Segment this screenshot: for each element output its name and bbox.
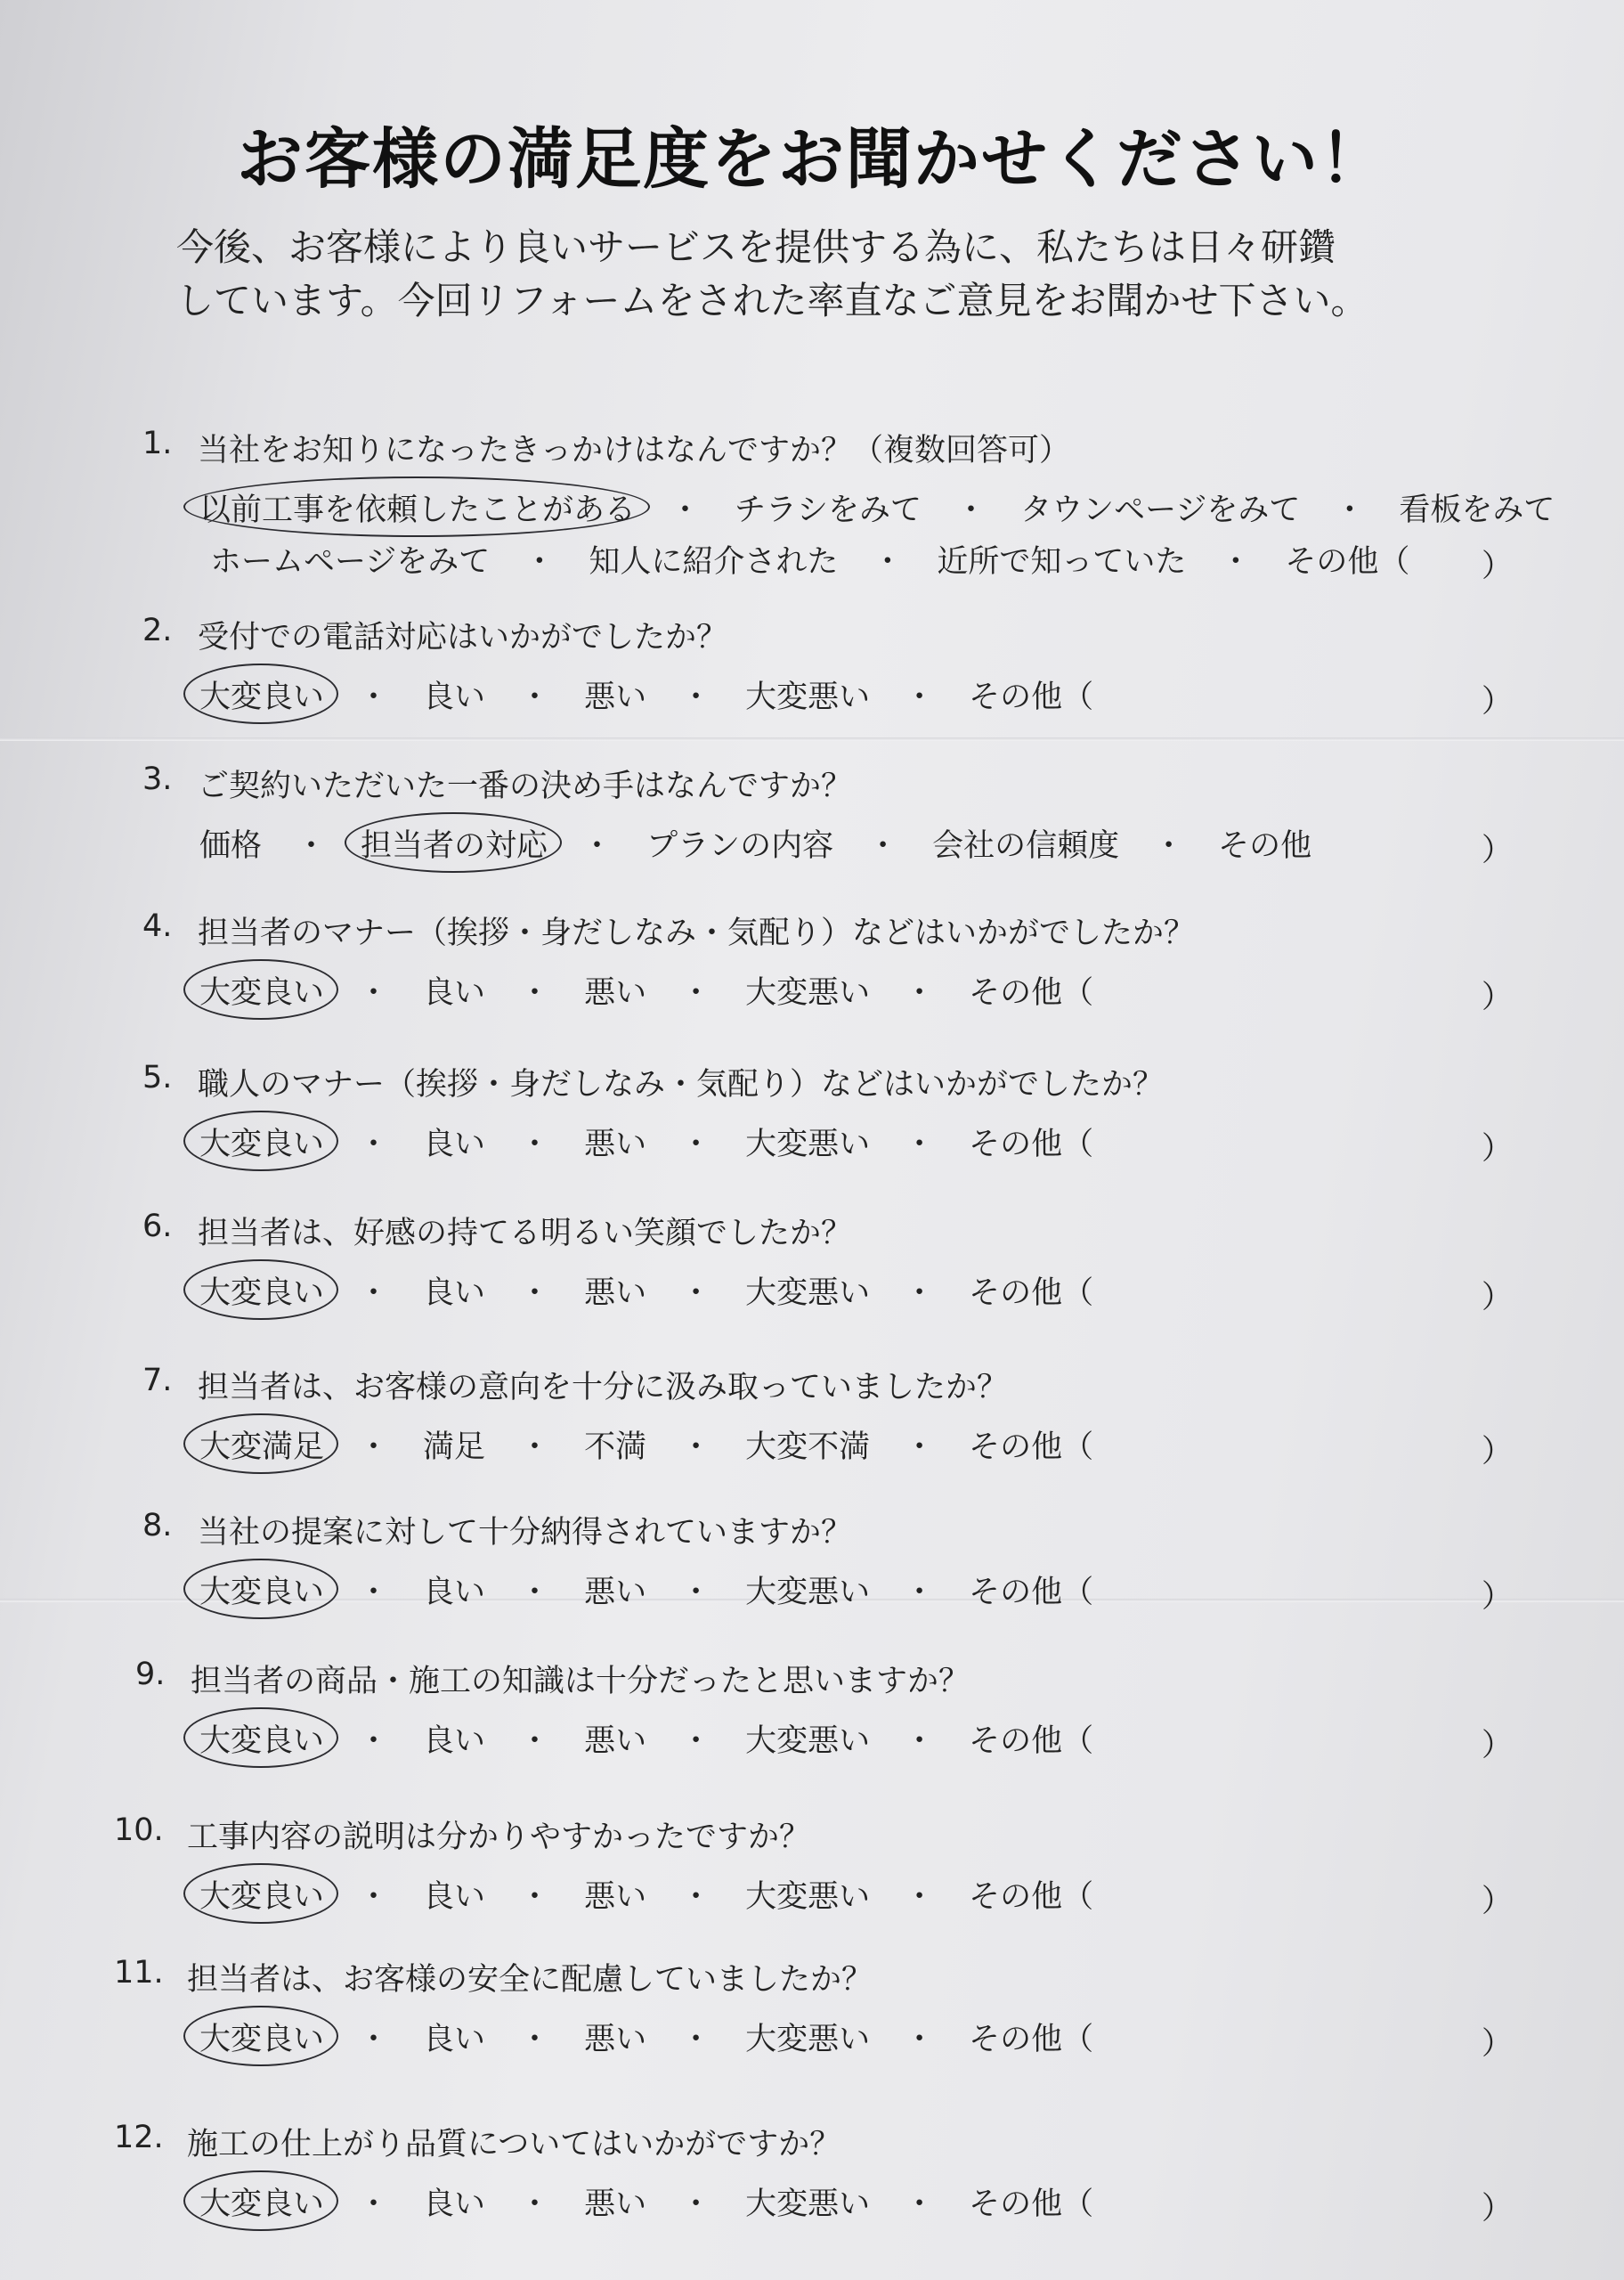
question-number: 3. [142, 761, 173, 797]
question-5 [0, 1060, 1624, 1202]
answer-options [196, 1117, 1097, 1167]
answer-options [196, 965, 1097, 1015]
option-separator: ・ [1220, 544, 1252, 580]
option-separator: ・ [680, 1127, 712, 1162]
option-separator: ・ [1334, 493, 1366, 528]
option-separator: ・ [519, 975, 551, 1011]
answer-option[interactable]: 大変悪い [745, 1127, 871, 1162]
answer-option[interactable]: タウンページをみて [1020, 493, 1301, 528]
option-separator: ・ [680, 1723, 712, 1759]
answer-option[interactable]: 大変不満 [745, 1429, 871, 1465]
answer-option-selected[interactable]: 大変良い [196, 2179, 328, 2224]
answer-option[interactable]: 不満 [584, 1429, 647, 1465]
question-text: 当社をお知りになったきっかけはなんですか？（複数回答可） [198, 433, 1071, 468]
answer-option[interactable]: 良い [423, 1879, 486, 1915]
closing-parenthesis: ） [1482, 549, 1514, 584]
option-separator: ・ [904, 1429, 936, 1465]
closing-parenthesis: ） [1482, 1579, 1514, 1615]
option-separator: ・ [955, 493, 987, 528]
answer-options [196, 1420, 1097, 1470]
answer-option[interactable]: 大変悪い [745, 1879, 871, 1915]
answer-option[interactable]: 良い [423, 1275, 486, 1311]
answer-option[interactable]: 悪い [584, 2022, 647, 2057]
option-separator: ・ [358, 1879, 390, 1915]
answer-option[interactable]: 悪い [584, 1575, 647, 1610]
closing-parenthesis: ） [1482, 1434, 1514, 1470]
option-separator: ・ [1153, 828, 1185, 864]
answer-option[interactable]: 良い [423, 1723, 486, 1759]
question-text: ご契約いただいた一番の決め手はなんですか？ [198, 769, 853, 804]
answer-option-selected[interactable]: 大変良い [196, 1268, 328, 1313]
question-number: 4. [142, 908, 173, 944]
answer-option[interactable]: 悪い [584, 1127, 647, 1162]
option-separator: ・ [296, 828, 328, 864]
answer-option[interactable]: 悪い [584, 680, 647, 715]
question-text: 担当者は、お客様の安全に配慮していましたか？ [187, 1962, 873, 1998]
answer-option[interactable]: 良い [423, 975, 486, 1011]
option-separator: ・ [904, 1275, 936, 1311]
answer-option[interactable]: 知人に紹介された [589, 544, 839, 580]
question-2 [0, 613, 1624, 755]
question-number: 2. [142, 613, 173, 648]
option-separator: ・ [904, 1127, 936, 1162]
question-text: 職人のマナー（挨拶・身だしなみ・気配り）などはいかがでしたか？ [198, 1067, 1165, 1103]
intro-line-2: しています。今回リフォームをされた率直なご意見をお聞かせ下さい。 [176, 279, 1368, 322]
answer-option[interactable]: 会社の信頼度 [932, 828, 1120, 864]
option-separator: ・ [904, 2022, 936, 2057]
option-separator: ・ [680, 1575, 712, 1610]
answer-option[interactable]: チラシをみて [735, 493, 922, 528]
answer-option[interactable]: その他（ [969, 1575, 1094, 1610]
answer-option-selected[interactable]: 大変良い [196, 1568, 328, 1612]
option-separator: ・ [904, 1879, 936, 1915]
answer-option-selected[interactable]: 担当者の対応 [357, 821, 551, 866]
closing-parenthesis: ） [1482, 1280, 1514, 1315]
option-separator: ・ [680, 1879, 712, 1915]
question-text: 工事内容の説明は分かりやすかったですか？ [187, 1820, 811, 1855]
answer-option[interactable]: その他（ [969, 1723, 1094, 1759]
option-separator: ・ [872, 544, 904, 580]
answer-options [196, 1714, 1097, 1763]
answer-option[interactable]: その他（ [969, 2022, 1094, 2057]
answer-option-selected[interactable]: 大変良い [196, 1716, 328, 1761]
option-separator: ・ [358, 1723, 390, 1759]
question-7 [0, 1363, 1624, 1505]
option-separator: ・ [680, 975, 712, 1011]
option-separator: ・ [904, 680, 936, 715]
option-separator: ・ [519, 1879, 551, 1915]
question-number: 11. [114, 1955, 164, 1991]
option-separator: ・ [358, 1429, 390, 1465]
question-9 [0, 1657, 1624, 1799]
option-separator: ・ [519, 2022, 551, 2057]
question-text: 担当者のマナー（挨拶・身だしなみ・気配り）などはいかがでしたか？ [198, 916, 1196, 951]
question-text: 担当者の商品・施工の知識は十分だったと思いますか？ [191, 1664, 970, 1699]
answer-option[interactable]: 大変悪い [745, 975, 871, 1011]
question-text: 担当者は、好感の持てる明るい笑顔でしたか？ [198, 1216, 853, 1251]
intro-line-1: 今後、お客様により良いサービスを提供する為に、私たちは日々研鑽 [176, 225, 1336, 269]
answer-options [196, 2012, 1097, 2062]
question-number: 5. [142, 1060, 173, 1095]
answer-option[interactable]: 悪い [584, 975, 647, 1011]
question-number: 8. [142, 1508, 173, 1543]
answer-option[interactable]: 価格 [199, 828, 263, 864]
option-separator: ・ [680, 2186, 712, 2222]
option-separator: ・ [581, 828, 613, 864]
answer-option-selected[interactable]: 以前工事を依頼したことがある [196, 485, 639, 530]
answer-options [196, 1869, 1097, 1919]
answer-option[interactable]: その他（ [969, 1127, 1094, 1162]
question-number: 12. [114, 2120, 164, 2155]
answer-option[interactable]: 大変悪い [745, 2022, 871, 2057]
answer-option[interactable]: 看板をみて [1399, 493, 1555, 528]
answer-option[interactable]: その他（ [969, 2186, 1094, 2222]
question-11 [0, 1955, 1624, 2097]
closing-parenthesis: ） [1482, 833, 1514, 868]
answer-option[interactable]: 近所で知っていた [937, 544, 1187, 580]
answer-option[interactable]: 良い [423, 1575, 486, 1610]
question-4 [0, 908, 1624, 1051]
answer-option[interactable]: その他（ [969, 1879, 1094, 1915]
option-separator: ・ [680, 2022, 712, 2057]
closing-parenthesis: ） [1482, 684, 1514, 720]
answer-options [196, 2177, 1097, 2227]
option-separator: ・ [680, 1429, 712, 1465]
answer-option[interactable]: 大変悪い [745, 2186, 871, 2222]
answer-option[interactable]: 良い [423, 2186, 486, 2222]
answer-option[interactable]: 悪い [584, 2186, 647, 2222]
option-separator: ・ [358, 1127, 390, 1162]
option-separator: ・ [680, 1275, 712, 1311]
question-10 [0, 1812, 1624, 1955]
answer-option[interactable]: 良い [423, 680, 486, 715]
answer-option[interactable]: その他（ [969, 975, 1094, 1011]
question-text: 受付での電話対応はいかがでしたか？ [198, 620, 728, 656]
page-title: お客様の満足度をお聞かせください！ [237, 121, 1387, 198]
answer-option[interactable]: その他 [1218, 828, 1312, 864]
option-separator: ・ [358, 1275, 390, 1311]
question-1 [0, 426, 1624, 584]
answer-option[interactable]: 満足 [423, 1429, 486, 1465]
answer-option[interactable]: 大変悪い [745, 1275, 871, 1311]
answer-options [196, 1565, 1097, 1615]
option-separator: ・ [680, 680, 712, 715]
answer-option[interactable]: その他（ [969, 1275, 1094, 1311]
answer-options [196, 670, 1097, 720]
answer-option[interactable]: 大変悪い [745, 1575, 871, 1610]
closing-parenthesis: ） [1482, 1131, 1514, 1167]
question-number: 10. [114, 1812, 164, 1848]
answer-option[interactable]: 良い [423, 2022, 486, 2057]
question-6 [0, 1209, 1624, 1351]
option-separator: ・ [904, 1575, 936, 1610]
question-8 [0, 1508, 1624, 1650]
answer-option[interactable]: 悪い [584, 1879, 647, 1915]
question-text: 当社の提案に対して十分納得されていますか？ [198, 1515, 853, 1551]
question-number: 6. [142, 1209, 173, 1244]
answer-option[interactable]: 大変悪い [745, 1723, 871, 1759]
option-separator: ・ [519, 1429, 551, 1465]
option-separator: ・ [519, 2186, 551, 2222]
option-separator: ・ [358, 2022, 390, 2057]
question-number: 1. [142, 426, 173, 461]
option-separator: ・ [670, 493, 702, 528]
closing-parenthesis: ） [1482, 2191, 1514, 2227]
option-separator: ・ [524, 544, 556, 580]
intro-text [176, 221, 1512, 328]
answer-option[interactable]: その他（ [1285, 544, 1410, 580]
option-separator: ・ [519, 1275, 551, 1311]
answer-option-selected[interactable]: 大変良い [196, 672, 328, 717]
answer-option[interactable]: 大変悪い [745, 680, 871, 715]
answer-option[interactable]: 悪い [584, 1723, 647, 1759]
closing-parenthesis: ） [1482, 1884, 1514, 1919]
answer-option-selected[interactable]: 大変満足 [196, 1422, 328, 1467]
answer-option[interactable]: その他（ [969, 1429, 1094, 1465]
answer-option-selected[interactable]: 大変良い [196, 2015, 328, 2059]
answer-option[interactable]: 悪い [584, 1275, 647, 1311]
option-separator: ・ [904, 975, 936, 1011]
answer-options [196, 818, 1315, 868]
option-separator: ・ [867, 828, 899, 864]
question-text: 施工の仕上がり品質についてはいかがですか？ [187, 2127, 841, 2162]
answer-options [196, 483, 1558, 533]
question-3 [0, 761, 1624, 904]
answer-options [196, 1266, 1097, 1315]
option-separator: ・ [519, 1127, 551, 1162]
closing-parenthesis: ） [1482, 980, 1514, 1015]
option-separator: ・ [519, 1723, 551, 1759]
option-separator: ・ [904, 1723, 936, 1759]
answer-options [207, 534, 1413, 584]
closing-parenthesis: ） [1482, 1728, 1514, 1763]
answer-option-selected[interactable]: 大変良い [196, 968, 328, 1013]
answer-option[interactable]: その他（ [969, 680, 1094, 715]
option-separator: ・ [904, 2186, 936, 2222]
option-separator: ・ [358, 680, 390, 715]
answer-option-selected[interactable]: 大変良い [196, 1120, 328, 1164]
closing-parenthesis: ） [1482, 2026, 1514, 2062]
option-separator: ・ [358, 2186, 390, 2222]
option-separator: ・ [358, 975, 390, 1011]
answer-option[interactable]: 良い [423, 1127, 486, 1162]
question-number: 9. [135, 1657, 166, 1692]
option-separator: ・ [358, 1575, 390, 1610]
answer-option-selected[interactable]: 大変良い [196, 1872, 328, 1917]
option-separator: ・ [519, 1575, 551, 1610]
question-text: 担当者は、お客様の意向を十分に汲み取っていましたか？ [198, 1370, 1009, 1405]
answer-option[interactable]: プランの内容 [646, 828, 834, 864]
answer-option[interactable]: ホームページをみて [210, 544, 491, 580]
option-separator: ・ [519, 680, 551, 715]
question-number: 7. [142, 1363, 173, 1398]
question-12 [0, 2120, 1624, 2262]
